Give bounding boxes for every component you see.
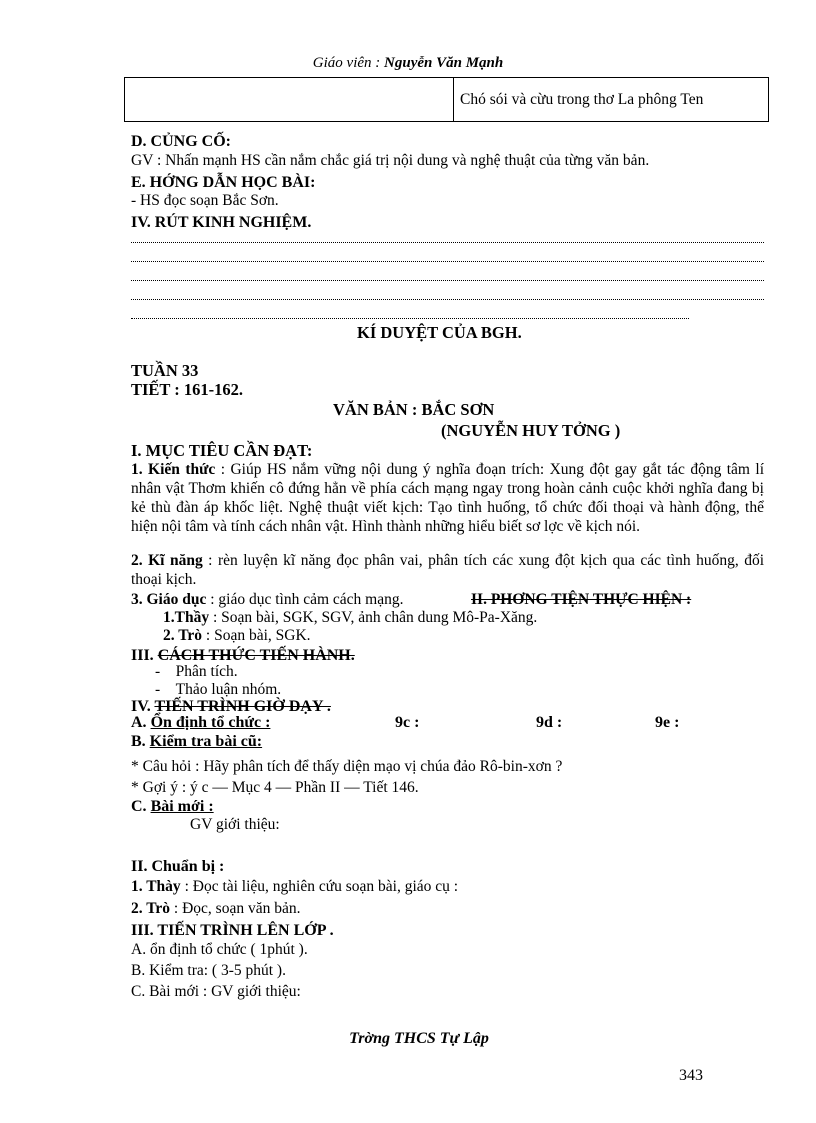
student-text: : Soạn bài, SGK. xyxy=(202,627,311,644)
prep-teacher-label: 1. Thày xyxy=(131,878,181,895)
prep-teacher-line xyxy=(131,878,458,896)
new-lesson-label: Bài mới : xyxy=(150,798,214,815)
lesson-title: VĂN BẢN : BẮC SƠN xyxy=(333,400,495,419)
new-lesson-intro: GV giới thiệu: xyxy=(190,816,280,833)
dotted-line-3 xyxy=(131,280,764,281)
prep-student-line xyxy=(131,900,300,918)
question-line: * Câu hỏi : Hãy phân tích để thấy diện mạo vị chúa đảo Rô-bin-xơn ? xyxy=(131,758,563,775)
stabilize-number: A. xyxy=(131,714,151,731)
old-lesson-check-line xyxy=(131,733,262,751)
skills-label: 2. Kĩ năng xyxy=(131,552,203,569)
lesson-label: TIẾT : 161-162. xyxy=(131,380,244,399)
prep-student-text: : Đọc, soạn văn bản. xyxy=(170,900,301,917)
page-number: 343 xyxy=(679,1067,703,1084)
education-label: 3. Giáo dục xyxy=(131,591,207,608)
steps-b: B. Kiểm tra: ( 3-5 phút ). xyxy=(131,962,286,979)
knowledge-label: 1. Kiến thức xyxy=(131,461,216,478)
process-heading-text: TIẾN TRÌNH GIỜ DẠY . xyxy=(154,698,331,715)
top-table xyxy=(124,77,769,122)
student-label: 2. Trò xyxy=(163,627,203,644)
week-label: TUẦN 33 xyxy=(131,361,199,380)
education-line xyxy=(131,591,404,609)
header-prefix: Giáo viên : xyxy=(312,55,385,71)
class-9e: 9e : xyxy=(655,714,680,731)
skills-text: : rèn luyện kĩ năng đọc phân vai, phân tích các xung đột kịch qua các tình huống, đối thoại kịch. xyxy=(131,552,764,588)
lesson-author: (NGUYỄN HUY TỞNG ) xyxy=(441,421,621,440)
steps-heading: III. TIẾN TRÌNH LÊN LỚP . xyxy=(131,922,334,939)
footer-school: Trờng THCS Tự Lập xyxy=(349,1030,489,1047)
stabilize-label: Ổn định tổ chức : xyxy=(150,714,271,731)
prep-heading: II. Chuẩn bị : xyxy=(131,858,225,875)
new-lesson-number: C. xyxy=(131,798,151,815)
methods-item-2: - Thảo luận nhóm. xyxy=(155,681,282,698)
teacher-label: 1.Thầy xyxy=(163,609,210,626)
knowledge-text: : Giúp HS nắm vững nội dung ý nghĩa đoạn trích: Xung đột gay gắt tác động tâm lí nhân vật Thơm khiến cô đứng hẳn về phía cách mạng ngay trong hoàn cảnh cuộc khởi nghĩa đang bị kẻ thù đàn áp khốc liệt. Nghệ thuật viết kịch: Tạo tình huống, tổ chức đối thoại và hành động, thể hiện nội tâm và tính cách nhân vật. Hình thành những hiểu biết sơ lợc về kịch nói. xyxy=(131,461,765,535)
top-table-left-cell xyxy=(125,78,454,122)
section-d-heading: D. CỦNG CỐ: xyxy=(131,133,231,150)
steps-a: A. ổn định tổ chức ( 1phút ). xyxy=(131,941,308,958)
methods-heading-text: CÁCH THỨC TIẾN HÀNH. xyxy=(157,647,355,664)
methods-item-1-text: Phân tích. xyxy=(175,663,238,680)
goals-heading: I. MỤC TIÊU CẦN ĐẠT: xyxy=(131,441,313,460)
class-9d: 9d : xyxy=(536,714,563,731)
section-e-text: - HS đọc soạn Bắc Sơn. xyxy=(131,192,279,209)
process-heading-number: IV. xyxy=(131,698,155,715)
old-lesson-check-label: Kiểm tra bài cũ: xyxy=(149,733,263,750)
page-header xyxy=(0,55,816,72)
teacher-text: : Soạn bài, SGK, SGV, ảnh chân dung Mô-Pa-Xăng. xyxy=(209,609,538,626)
top-table-right-cell: Chó sói và cừu trong thơ La phông Ten xyxy=(454,78,769,122)
prep-teacher-text: : Đọc tài liệu, nghiên cứu soạn bài, giáo cụ : xyxy=(180,878,459,895)
steps-c: C. Bài mới : GV giới thiệu: xyxy=(131,983,301,1000)
methods-heading-number: III. xyxy=(131,647,158,664)
section-experience-heading: IV. RÚT KINH NGHIỆM. xyxy=(131,214,312,231)
dotted-line-2 xyxy=(131,261,764,262)
section-d-text: GV : Nhấn mạnh HS cần nắm chắc giá trị nội dung và nghệ thuật của từng văn bản. xyxy=(131,152,650,169)
class-9c: 9c : xyxy=(395,714,420,731)
prep-student-label: 2. Trò xyxy=(131,900,171,917)
new-lesson-line xyxy=(131,798,214,816)
old-lesson-check-number: B. xyxy=(131,733,150,750)
dotted-line-5 xyxy=(131,318,689,319)
approval-heading: KÍ DUYỆT CỦA BGH. xyxy=(357,323,522,342)
methods-item-1: - Phân tích. xyxy=(155,663,238,680)
stabilize-line xyxy=(131,714,270,732)
methods-item-2-text: Thảo luận nhóm. xyxy=(175,681,282,698)
skills-paragraph xyxy=(131,551,764,589)
header-teacher-name: Nguyễn Văn Mạnh xyxy=(384,55,504,71)
dotted-line-4 xyxy=(131,299,764,300)
hint-line: * Gợi ý : ý c — Mục 4 — Phần II — Tiết 146. xyxy=(131,779,419,796)
dotted-line-1 xyxy=(131,242,764,243)
student-prep-line xyxy=(163,627,311,645)
means-heading: II. PHƠNG TIỆN THỰC HIỆN : xyxy=(471,591,692,608)
knowledge-paragraph xyxy=(131,460,764,536)
education-text: : giáo dục tình cảm cách mạng. xyxy=(206,591,404,608)
teacher-prep-line xyxy=(163,609,537,627)
section-e-heading: E. HỚNG DẪN HỌC BÀI: xyxy=(131,174,316,191)
